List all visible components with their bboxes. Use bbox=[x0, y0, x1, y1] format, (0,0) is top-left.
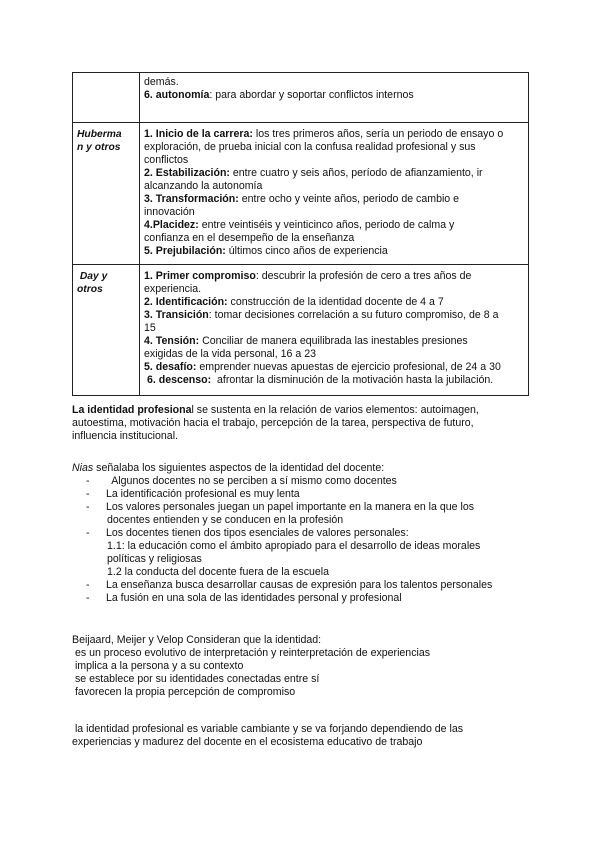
stage-line: 1. Primer compromiso: descubrir la profesión de cero a tres años de bbox=[144, 270, 472, 282]
author-cell bbox=[73, 73, 140, 123]
stages-cell bbox=[140, 123, 529, 265]
stage-line: 1. Inicio de la carrera: los tres primeros años, sería un periodo de ensayo o bbox=[144, 128, 504, 140]
list-item: - Algunos docentes no se perciben a sí mismo como docentes bbox=[86, 475, 397, 487]
stage-line: 4. Tensión: Conciliar de manera equilibrada las inestables presiones bbox=[144, 335, 468, 347]
table-row bbox=[73, 73, 529, 123]
table-row bbox=[73, 265, 529, 396]
stage-line: experiencia. bbox=[144, 283, 202, 295]
list-item: - Los docentes tienen dos tipos esenciales de valores personales: bbox=[86, 527, 409, 539]
list-item: - La enseñanza busca desarrollar causas de expresión para los talentos personales bbox=[86, 579, 493, 591]
nias-section: Nias señalaba los siguientes aspectos de la identidad del docente: - Algunos docentes no se perciben a sí mismo como docentes - La identificación profesional es muy lenta - Los valores personales juegan un papel importante en la manera en la que los docentes entienden y se conducen en la profesión - Los docentes tienen dos tipos esenciales de valores personales: 1.1: la educación como el ámbito apropiado para el desarrollo de ideas morales políticas y religiosas 1.2 la conducta del docente fuera de la escuela - La enseñanza busca desarrollar causas de expresión para los talentos personales - La fusión en una sola de las identidades personal y profesional bbox=[72, 462, 532, 605]
stage-line: 2. Estabilización: entre cuatro y seis años, período de afianzamiento, ir bbox=[144, 167, 483, 179]
stage-line: innovación bbox=[144, 206, 195, 218]
stage-line: 15 bbox=[144, 322, 156, 334]
stage-line: 5. Prejubilación: últimos cinco años de experiencia bbox=[144, 245, 388, 257]
list-item: implica a la persona y a su contexto bbox=[72, 660, 244, 672]
stage-line: alcanzando la autonomía bbox=[144, 180, 263, 192]
stage-line: conflictos bbox=[144, 154, 189, 166]
list-item: - La identificación profesional es muy lenta bbox=[86, 488, 300, 500]
stage-line: confianza en el desempeño de la enseñanza bbox=[144, 232, 355, 244]
sub-item: 1.2 la conducta del docente fuera de la escuela bbox=[107, 566, 330, 578]
list-item: - La fusión en una sola de las identidades personal y profesional bbox=[86, 592, 402, 604]
stage-line: 3. Transformación: entre ocho y veinte años, periodo de cambio e bbox=[144, 193, 460, 205]
stage-line: 5. desafío: emprender nuevas apuestas de ejercicio profesional, de 24 a 30 bbox=[144, 361, 501, 373]
stage-line: 4.Placidez: entre veintiséis y veinticinco años, periodo de calma y bbox=[144, 219, 455, 231]
closing-paragraph: la identidad profesional es variable cambiante y se va forjando dependiendo de las experiencias y madurez del docente en el ecosistema educativo de trabajo bbox=[72, 723, 464, 748]
author-cell: Day y otros bbox=[73, 265, 140, 396]
list-item: favorecen la propia percepción de compromiso bbox=[72, 686, 296, 698]
stage-line: 2. Identificación: construcción de la identidad docente de 4 a 7 bbox=[144, 296, 444, 308]
author-cell: Huberma n y otros bbox=[73, 123, 140, 265]
stage-line: 6. autonomía: para abordar y soportar conflictos internos bbox=[144, 89, 414, 101]
sub-item: 1.1: la educación como el ámbito apropiado para el desarrollo de ideas morales bbox=[107, 540, 481, 552]
identity-paragraph: La identidad profesional se sustenta en la relación de varios elementos: autoimagen, autoestima, motivación hacia el trabajo, percepción de la tarea, perspectiva de futuro, influencia institucional. bbox=[72, 404, 479, 442]
list-item: se establece por su identidades conectadas entre sí bbox=[72, 673, 320, 685]
stage-line: 6. descenso: afrontar la disminución de la motivación hasta la jubilación. bbox=[144, 374, 494, 386]
stage-line: exploración, de prueba inicial con la confusa realidad profesional y sus bbox=[144, 141, 476, 153]
stages-cell bbox=[140, 73, 529, 123]
career-stages-table bbox=[72, 72, 529, 396]
beijaard-section: Beijaard, Meijer y Velop Consideran que la identidad: es un proceso evolutivo de interpretación y reinterpretación de experiencias implica a la persona y a su contexto se establece por su identidades conectadas entre sí favorecen la propia percepción de compromiso bbox=[72, 634, 532, 699]
table-row bbox=[73, 123, 529, 265]
stage-line: 3. Transición: tomar decisiones correlación a su futuro compromiso, de 8 a bbox=[144, 309, 499, 321]
list-item: - Los valores personales juegan un papel importante en la manera en la que los bbox=[86, 501, 475, 513]
stage-line: demás. bbox=[144, 76, 179, 88]
list-item: es un proceso evolutivo de interpretación y reinterpretación de experiencias bbox=[72, 647, 431, 659]
stages-cell bbox=[140, 265, 529, 396]
stage-line: exigidas de la vida personal, 16 a 23 bbox=[144, 348, 316, 360]
